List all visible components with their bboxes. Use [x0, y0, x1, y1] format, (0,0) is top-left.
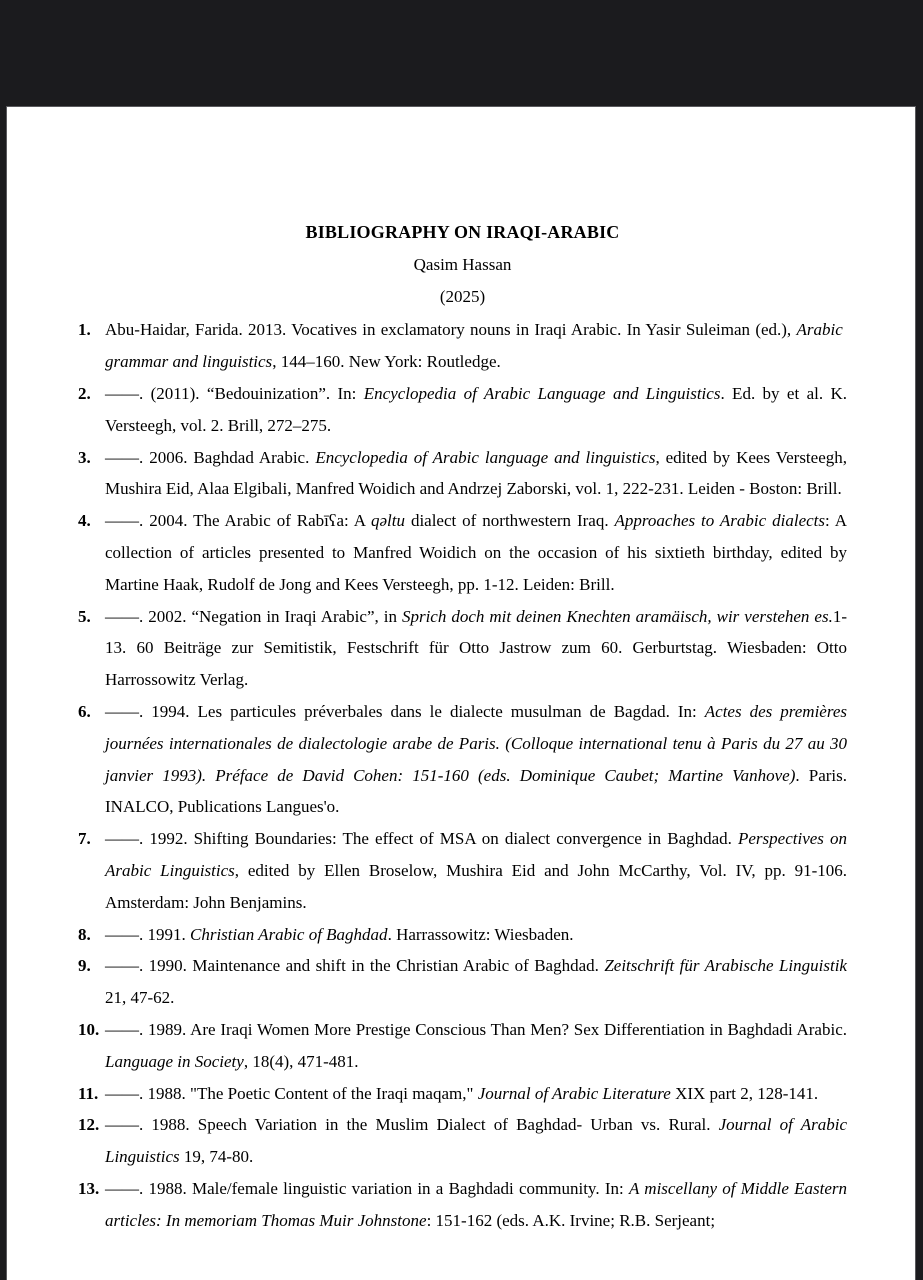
entry-text: : A collection of articles presented to Manfred Woidich on the occasion of his sixtieth birthday, edited by Martine Haak, Rudolf de Jong and Kees Versteegh, pp. 1-12. Leiden: Brill. [105, 511, 848, 594]
entry-text: 21, 47-62. [105, 988, 175, 1008]
entry-text: ——. 1988. "The Poetic Content of the Iraqi maqam," [105, 1083, 478, 1103]
bibliography-entry [78, 378, 847, 442]
entry-number: 11. [78, 1083, 99, 1103]
entry-text: , edited by Kees Versteegh, Mushira Eid, Alaa Elgibali, Manfred Woidich and Andrzej Zaborski, vol. 1, 222-231. Leiden - Boston: Brill. [105, 447, 847, 499]
entry-number: 12. [78, 1115, 100, 1135]
entry-text: dialect of northwestern Iraq. [405, 511, 615, 531]
entry-text-italic: Journal of Arabic Linguistics [105, 1115, 847, 1167]
entry-number: 3. [78, 447, 91, 467]
entry-text: ——. (2011). “Bedouinization”. In: [105, 383, 364, 403]
entry-text-italic: Encyclopedia of Arabic Language and Linguistics [363, 383, 721, 403]
bibliography-entry [78, 950, 847, 1014]
entry-text: XIX part 2, 128-141. [670, 1083, 819, 1103]
entry-text: ——. 2002. “Negation in Iraqi Arabic”, in [105, 606, 402, 626]
entry-text: ——. 1994. Les particules préverbales dans le dialecte musulman de Bagdad. In: [105, 701, 705, 721]
document-author: Qasim Hassan [413, 254, 512, 274]
entry-text-italic: Arabic grammar and linguistics [105, 320, 847, 372]
document-title: BIBLIOGRAPHY ON IRAQI-ARABIC [305, 222, 620, 242]
entry-number: 9. [78, 956, 91, 976]
entry-text: . Ed. by et al. K. Versteegh, vol. 2. Brill, 272–275. [105, 383, 847, 435]
entry-number: 4. [78, 511, 91, 531]
entry-text: . Harrassowitz: Wiesbaden. [387, 924, 574, 944]
entry-text: Abu-Haidar, Farida. 2013. Vocatives in exclamatory nouns in Iraqi Arabic. In Yasir Suleiman (ed.), [105, 320, 797, 340]
entry-text: , 144–160. New York: Routledge. [272, 352, 501, 372]
entry-number: 10. [78, 1019, 100, 1039]
entry-text-italic: Language in Society [105, 1051, 244, 1071]
title-block [78, 217, 847, 312]
entry-text-italic: A miscellany of Middle Eastern articles: In memoriam Thomas Muir Johnstone [105, 1178, 847, 1230]
bibliography-entry [78, 1173, 847, 1237]
entry-number: 8. [78, 924, 91, 944]
entry-text: , 18(4), 471-481. [243, 1051, 359, 1071]
bibliography-entry [78, 442, 847, 506]
document-page [7, 107, 915, 1280]
entry-number: 13. [78, 1178, 100, 1198]
entry-text-italic: Sprich doch mit deinen Knechten aramäisch, wir verstehen es. [401, 606, 833, 626]
entry-text: ——. 1990. Maintenance and shift in the Christian Arabic of Baghdad. [105, 956, 605, 976]
bibliography-entry [78, 314, 847, 378]
entry-text: 19, 74-80. [179, 1147, 254, 1167]
entry-text-italic: qəltu [371, 511, 405, 531]
entry-text-italic: Actes des premières journées internationales de dialectologie arabe de Paris. (Colloque international tenu à Paris du 27 au 30 janvier 1993). Préface de David Cohen: 151-160 (eds. Dominique Caubet; Martine Vanhove) [105, 701, 847, 785]
bibliography-entry [78, 823, 847, 918]
bibliography-entry [78, 1078, 847, 1110]
entry-text: , edited by Ellen Broselow, Mushira Eid and John McCarthy, Vol. IV, pp. 91-106. Amsterdam: John Benjamins. [105, 860, 847, 912]
bibliography-entry [78, 1014, 847, 1078]
bibliography-list [78, 314, 847, 1236]
entry-text-italic: Encyclopedia of Arabic language and linguistics [315, 447, 656, 467]
entry-text: ——. 1991. [105, 924, 190, 944]
entry-text: ——. 2006. Baghdad Arabic. [105, 447, 316, 467]
entry-text-italic: Christian Arabic of Baghdad [190, 924, 388, 944]
entry-number: 6. [78, 701, 91, 721]
entry-number: 1. [78, 320, 91, 340]
entry-text-italic: Zeitschrift für Arabische Linguistik [604, 956, 847, 976]
entry-text: ——. 1988. Speech Variation in the Muslim Dialect of Baghdad- Urban vs. Rural. [105, 1115, 719, 1135]
bibliography-entry [78, 919, 847, 951]
bibliography-entry [78, 696, 847, 823]
bibliography-entry [78, 601, 847, 696]
bibliography-entry [78, 505, 847, 600]
bibliography-entry [78, 1109, 847, 1173]
entry-text: ——. 1992. Shifting Boundaries: The effect of MSA on dialect convergence in Baghdad. [105, 829, 738, 849]
entry-text: ——. 1989. Are Iraqi Women More Prestige Conscious Than Men? Sex Differentiation in Baghdadi Arabic. [105, 1019, 847, 1039]
entry-number: 2. [78, 383, 91, 403]
entry-text-italic: Journal of Arabic Literature [477, 1083, 671, 1103]
entry-text: : 151-162 (eds. A.K. Irvine; R.B. Serjeant; [426, 1210, 716, 1230]
entry-text: . Paris. INALCO, Publications Langues'o. [105, 765, 847, 817]
entry-text: ——. 2004. The Arabic of Rabīʕa: A [105, 511, 371, 531]
entry-text-italic: Approaches to Arabic dialects [614, 511, 826, 531]
entry-text: ——. 1988. Male/female linguistic variation in a Baghdadi community. In: [105, 1178, 629, 1198]
entry-number: 5. [78, 606, 91, 626]
entry-text-italic: Perspectives on Arabic Linguistics [105, 829, 847, 880]
entry-text: 1-13. 60 Beiträge zur Semitistik, Festschrift für Otto Jastrow zum 60. Gerburtstag. Wiesbaden: Otto Harrossowitz Verlag. [105, 606, 847, 690]
entry-number: 7. [78, 829, 91, 849]
document-year: (2025) [439, 286, 486, 306]
